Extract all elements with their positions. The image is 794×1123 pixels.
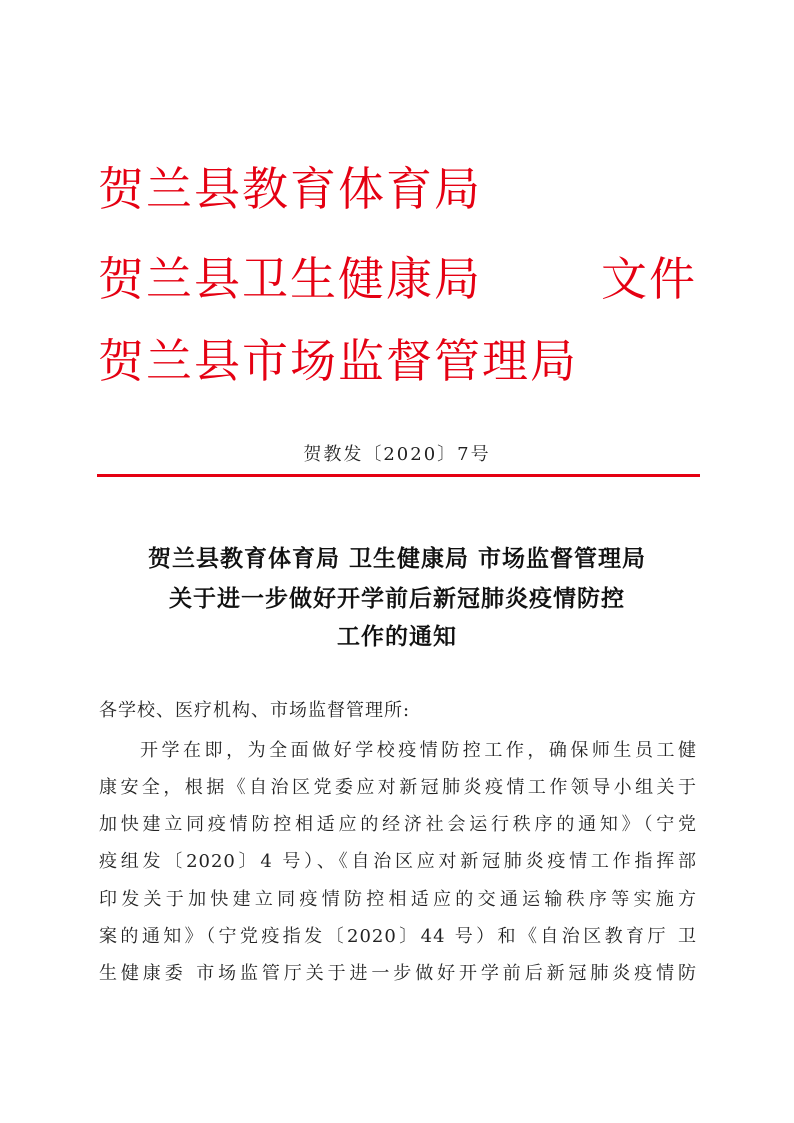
red-divider-line (97, 474, 700, 477)
body-text-line: 开学在即，为全面做好学校疫情防控工作，确保师生员工健 (140, 740, 697, 761)
document-title-line-3: 工作的通知 (337, 623, 457, 650)
body-text-line: 案的通知》（宁党疫指发〔2020〕44 号）和《自治区教育厅 卫 (99, 926, 697, 947)
body-text-line: 疫组发〔2020〕4 号）、《自治区应对新冠肺炎疫情工作指挥部 (99, 851, 697, 872)
issuer-name-health: 贺兰县卫生健康局 (98, 252, 482, 306)
salutation: 各学校、医疗机构、市场监督管理所: (99, 700, 411, 721)
file-word: 文件 (601, 252, 697, 306)
document-title-line-2: 关于进一步做好开学前后新冠肺炎疫情防控 (169, 585, 625, 612)
document-title-line-1: 贺兰县教育体育局 卫生健康局 市场监督管理局 (147, 545, 646, 572)
body-text-line: 生健康委 市场监管厅关于进一步做好开学前后新冠肺炎疫情防 (99, 963, 697, 984)
body-text-line: 加快建立同疫情防控相适应的经济社会运行秩序的通知》（宁党 (99, 814, 697, 835)
body-text-line: 康安全，根据《自治区党委应对新冠肺炎疫情工作领导小组关于 (99, 777, 697, 798)
issuer-name-education: 贺兰县教育体育局 (98, 162, 482, 216)
document-number: 贺教发〔2020〕7号 (303, 444, 491, 465)
body-text-line: 印发关于加快建立同疫情防控相适应的交通运输秩序等实施方 (99, 889, 697, 910)
issuer-name-market: 贺兰县市场监督管理局 (98, 334, 578, 388)
